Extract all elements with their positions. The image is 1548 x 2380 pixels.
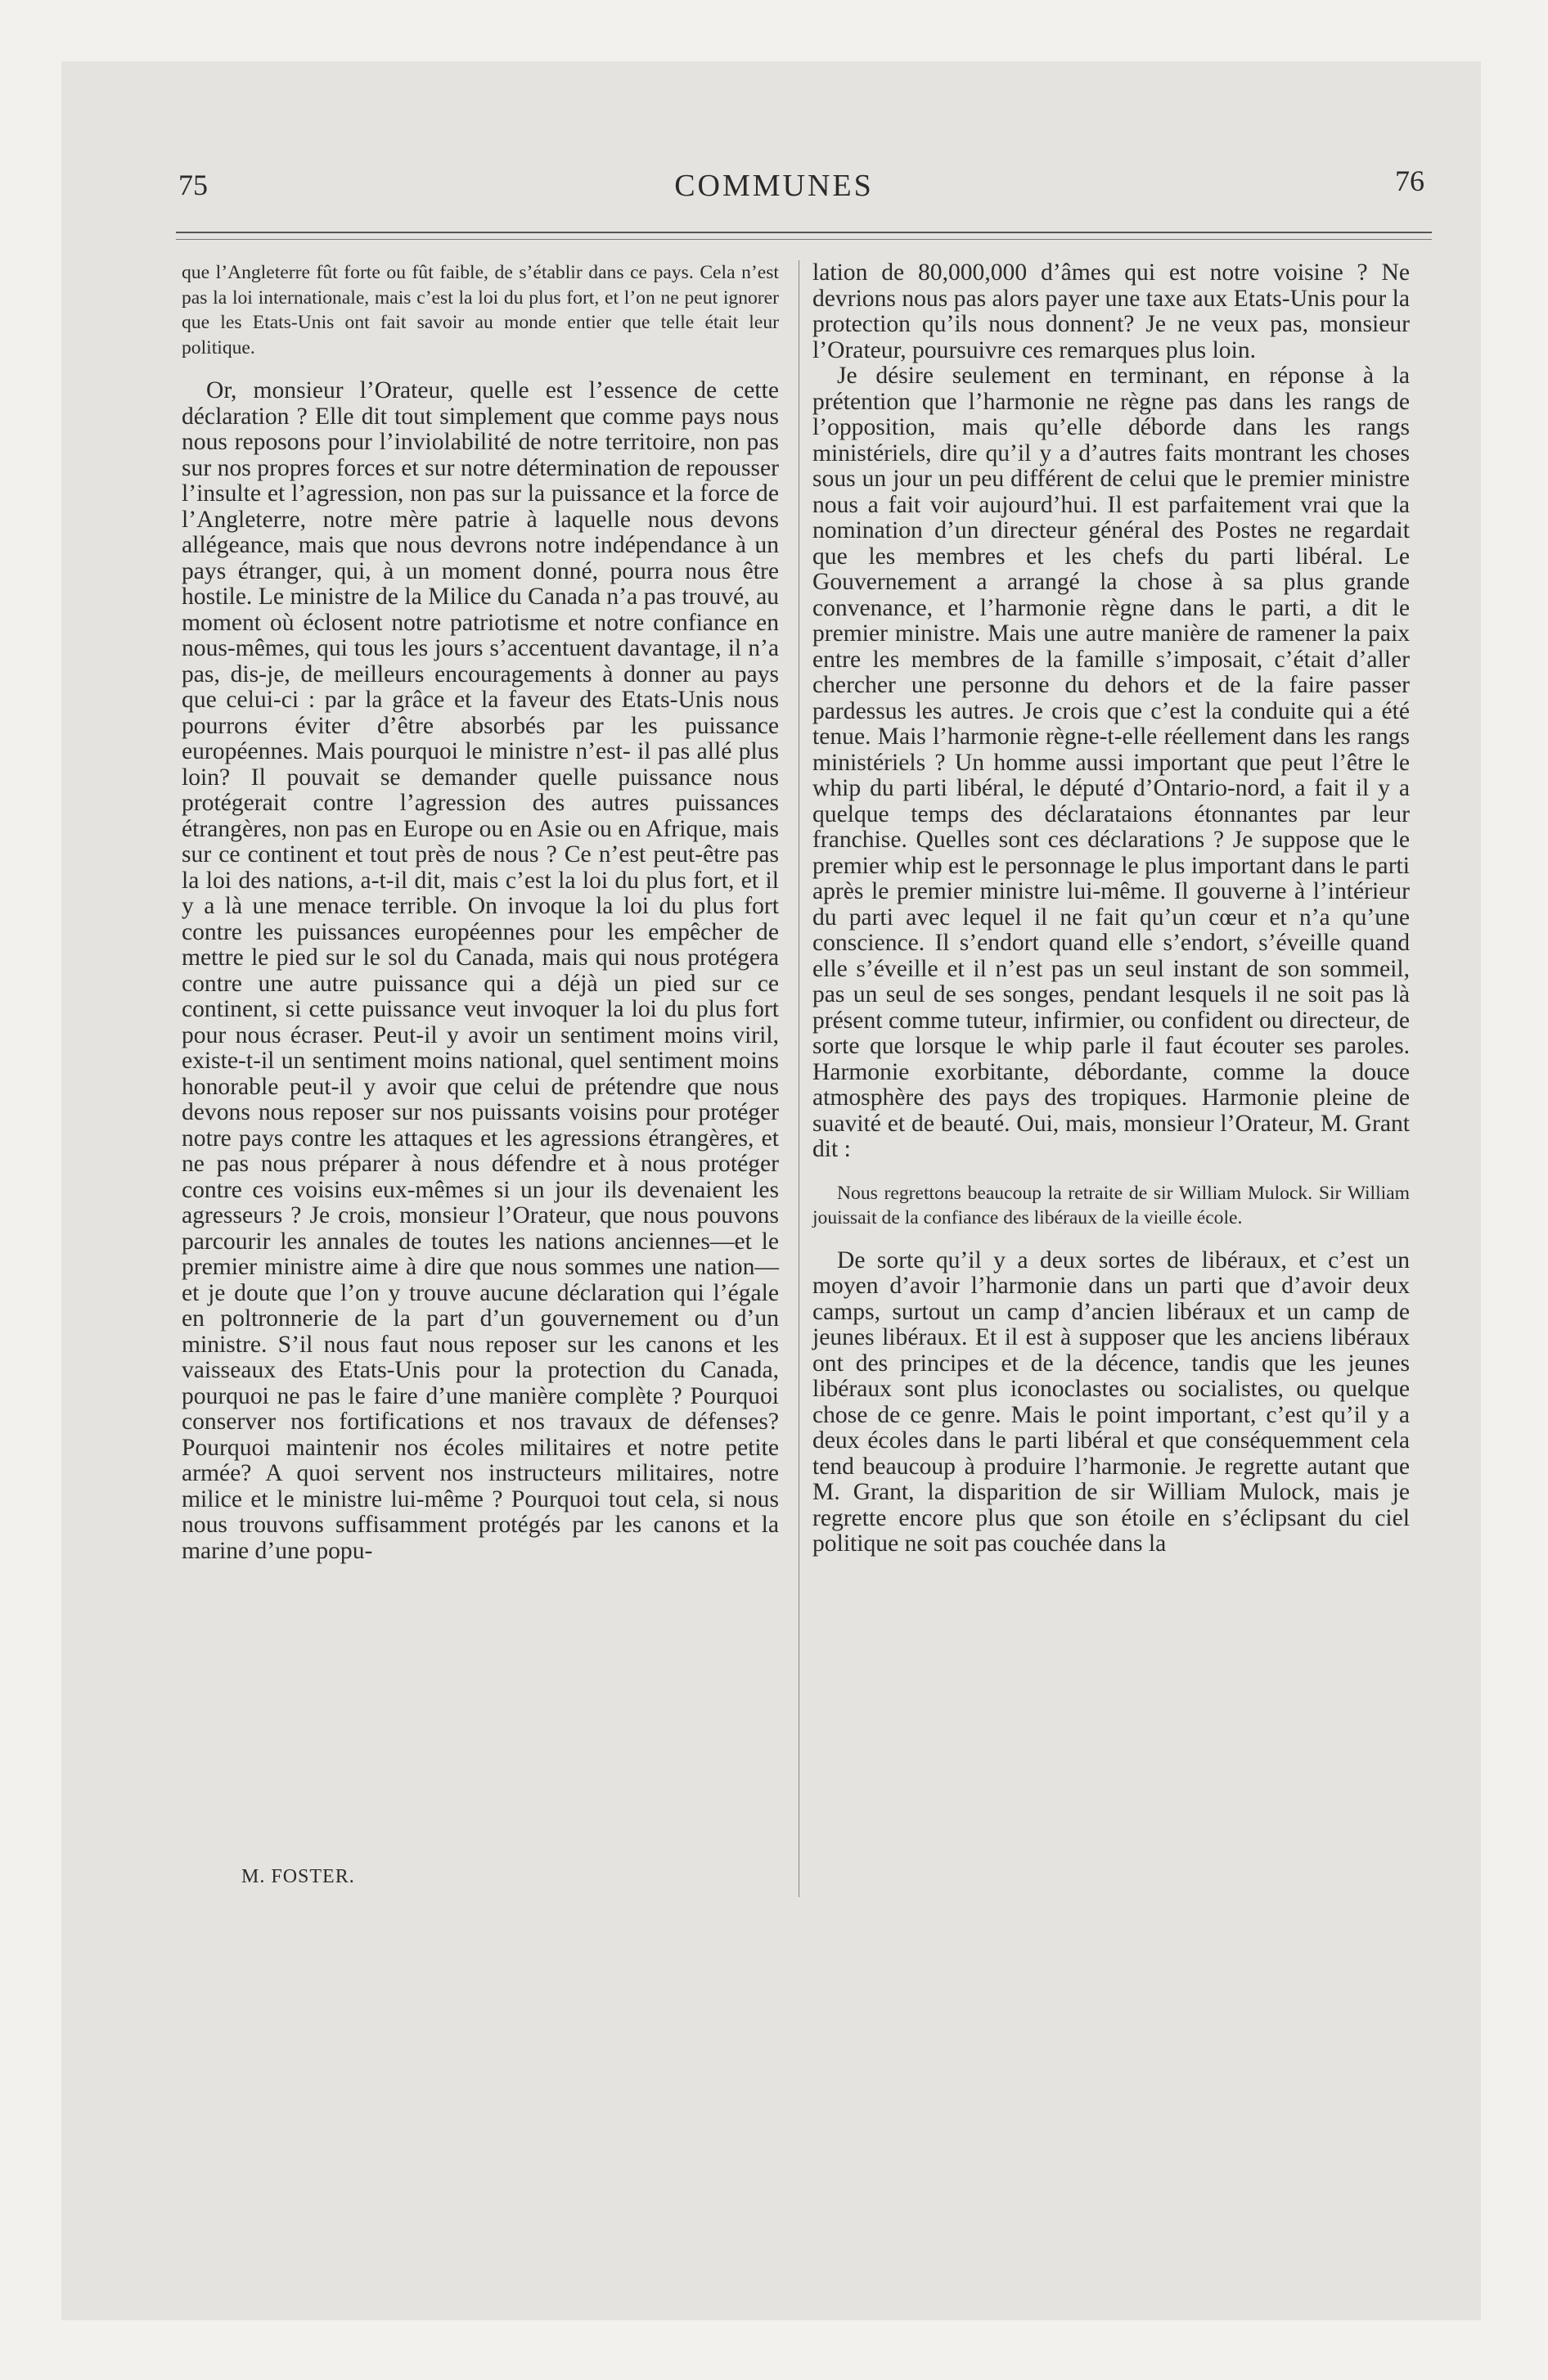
right-paragraph-2: Je désire seulement en terminant, en réponse à la prétention que l’harmonie ne règne pas dans les rangs de l’opposition, mais qu’elle déborde dans les rangs ministériels, dire qu’il y a d’autres faits montrant les choses sous un jour un peu différent de celui que le premier ministre nous a fait voir aujourd’hui. Il est parfaitement vrai que la nomination d’un directeur général des Postes ne regardait que les membres et les chefs du parti libéral. Le Gouvernement a arrangé la chose à sa plus grande convenance, et l’harmonie règne dans le parti, a dit le premier ministre. Mais une autre manière de ramener la paix entre les membres de la famille s’imposait, c’était d’aller chercher une personne du dehors et de la faire passer pardessus les autres. Je crois que c’est la conduite qui a été tenue. Mais l’harmonie règne-t-elle réellement dans les rangs ministériels ? Un homme aussi important que peut l’être le whip du parti libéral, le député d’Ontario-nord, a fait il y a quelque temps des déclarataions étonnantes par leur franchise. Quelles sont ces déclarations ? Je suppose que le premier whip est le personnage le plus important dans le parti après le premier ministre lui-même. Il gouverne à l’intérieur du parti avec lequel il ne fait qu’un cœur et n’a qu’une conscience. Il s’endort quand elle s’endort, s’éveille quand elle s’éveille et il n’est pas un seul instant de son sommeil, pas un seul de ses songes, pendant lesquels il ne soit pas là présent comme tuteur, infirmier, ou confident ou directeur, de sorte que lorsque le whip parle il faut écouter ses paroles. Harmonie exorbitante, débordante, comme la douce atmosphère des pays des tropiques. Harmonie pleine de suavité et de beauté. Oui, mais, monsieur l’Orateur, M. Grant dit : <box>812 363 1410 1162</box>
left-paragraph-2: Or, monsieur l’Orateur, quelle est l’essence de cette déclaration ? Elle dit tout simplement que comme pays nous nous reposons pour l’inviolabilité de notre territoire, non pas sur nos propres forces et sur notre détermination de repousser l’insulte et l’agression, non pas sur la puissance et la force de l’Angleterre, notre mère patrie à laquelle nous devons allégeance, mais que nous devrons notre indépendance à un pays étranger, qui, à un moment donné, pourra nous être hostile. Le ministre de la Milice du Canada n’a pas trouvé, au moment où éclosent notre patriotisme et notre confiance en nous-mêmes, qui tous les jours s’accentuent davantage, il n’a pas, dis-je, de meilleurs encouragements à donner au pays que celui-ci : par la grâce et la faveur des Etats-Unis nous pourrons éviter d’être absorbés par les puissance européennes. Mais pourquoi le ministre n’est- il pas allé plus loin? Il pouvait se demander quelle puissance nous protégerait contre l’agression des autres puissances étrangères, non pas en Europe ou en Asie ou en Afrique, mais sur ce continent et tout près de nous ? Ce n’est peut-être pas la loi des nations, a-t-il dit, mais c’est la loi du plus fort, et il y a là une menace terrible. On invoque la loi du plus fort contre les puissances européennes pour les empêcher de mettre le pied sur le sol du Canada, mais qui nous protégera contre une autre puissance qui a déjà un pied sur ce continent, si cette puissance veut invoquer la loi du plus fort pour nous écraser. Peut-il y avoir un sentiment moins viril, existe-t-il un sentiment moins national, quel sentiment moins honorable peut-il y avoir que celui de prétendre que nous devons nous reposer sur nos puissants voisins pour protéger notre pays contre les attaques et les agressions étrangères, et ne pas nous préparer à nous défendre et à nous protéger contre ces voisins eux-mêmes si un jour ils devenaient les agresseurs ? Je crois, monsieur l’Orateur, que nous pouvons parcourir les annales de toutes les nations anciennes—et le premier ministre aime à dire que nous sommes une nation—et je doute que l’on y trouve aucune déclaration qui l’égale en poltronnerie de la part d’un gouvernement ou d’un ministre. S’il nous faut nous reposer sur les canons et les vaisseaux des Etats-Unis pour la protection du Canada, pourquoi ne pas le faire d’une manière complète ? Pourquoi conserver nos fortifications et nos travaux de défenses? Pourquoi maintenir nos écoles militaires et notre petite armée? A quoi servent nos instructeurs militaires, notre milice et le ministre lui-même ? Pourquoi tout cela, si nous nous trouvons suffisamment protégés par les canons et la marine d’une popu- <box>182 377 779 1564</box>
right-paragraph-3: De sorte qu’il y a deux sortes de libéraux, et c’est un moyen d’avoir l’harmonie dans un parti que d’avoir deux camps, surtout un camp d’ancien libéraux et un camp de jeunes libéraux. Et il est à supposer que les anciens libéraux ont des principes et de la décence, tandis que les jeunes libéraux sont plus iconoclastes ou socialistes, ou quelque chose de ce genre. Mais le point important, c’est qu’il y a deux écoles dans le parti libéral et que conséquemment cela tend beaucoup à produire l’harmonie. Je regrette autant que M. Grant, la disparition de sir William Mulock, mais je regrette encore plus que son étoile en s’éclipsant du ciel politique ne soit pas couchée dans la <box>812 1246 1410 1557</box>
page-number-right: 76 <box>1395 165 1424 197</box>
left-paragraph-1: que l’Angleterre fût forte ou fût faible, de s’établir dans ce pays. Cela n’est pas la loi internationale, mais c’est la loi du plus fort, et l’on ne peut ignorer que les Etats-Unis ont fait savoir au monde entier que telle était leur politique. <box>182 262 779 358</box>
block-quote: Nous regrettons beaucoup la retraite de sir William Mulock. Sir William jouissait de la confiance des libéraux de la vieille école. <box>812 1182 1410 1228</box>
page-number-left: 75 <box>178 169 208 201</box>
right-column <box>812 260 1410 1557</box>
header-rule <box>176 232 1432 233</box>
running-title: COMMUNES <box>674 169 874 203</box>
left-column <box>182 260 779 1564</box>
right-paragraph-1: lation de 80,000,000 d’âmes qui est notre voisine ? Ne devrions nous pas alors payer une taxe aux Etats-Unis pour la protection qu’ils nous donnent? Je ne veux pas, monsieur l’Orateur, poursuivre ces remarques plus loin. <box>812 259 1410 363</box>
speaker-name: M. FOSTER. <box>241 1866 355 1887</box>
header-rule-thin <box>176 239 1432 240</box>
